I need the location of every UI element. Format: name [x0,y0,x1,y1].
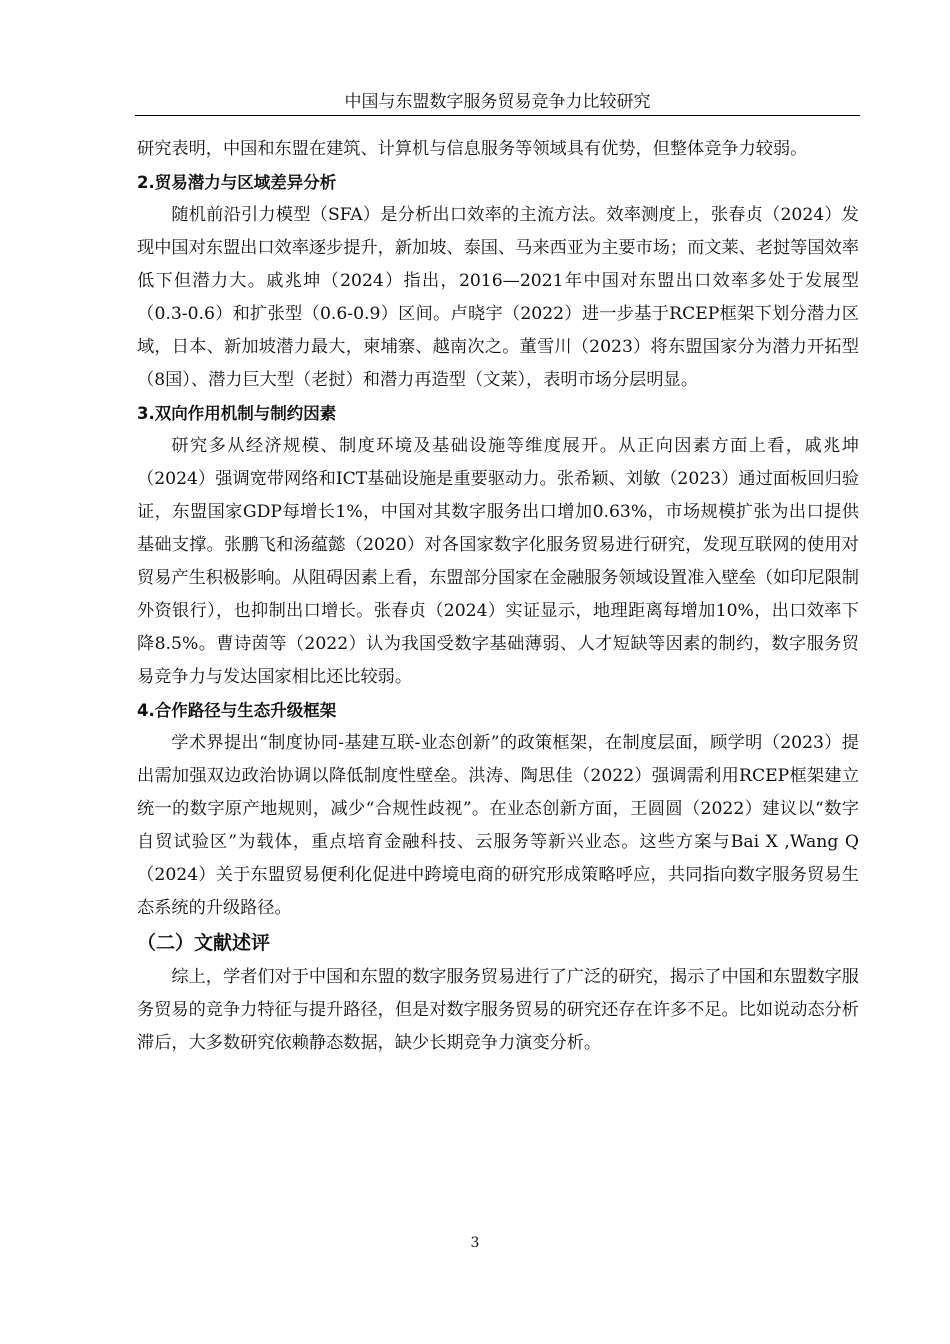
page-number: 3 [470,1235,480,1251]
section-heading-trade-potential: 2.贸易潜力与区域差异分析 [137,173,337,192]
paragraph-mechanism: 研究多从经济规模、制度环境及基础设施等维度展开。从正向因素方面上看，戚兆坤（2024）强调宽带网络和ICT基础设施是重要驱动力。张希颖、刘敏（2023）通过面板回归验证，东盟国家GDP每增长1%，中国对其数字服务出口增加0.63%，市场规模扩张为出口提供基础支撑。张鹏飞和汤蕴懿（2020）对各国家数字化服务贸易进行研究，发现互联网的使用对贸易产生积极影响。从阻碍因素上看，东盟部分国家在金融服务领域设置准入壁垒（如印尼限制外资银行），也抑制出口增长。张春贞（2024）实证显示，地理距离每增加10%，出口效率下降8.5%。曹诗茵等（2022）认为我国受数字基础薄弱、人才短缺等因素的制约，数字服务贸易竞争力与发达国家相比还比较弱。 [137,436,859,687]
paragraph-literature-review: 综上，学者们对于中国和东盟的数字服务贸易进行了广泛的研究，揭示了中国和东盟数字服务贸易的竞争力特征与提升路径，但是对数字服务贸易的研究还存在许多不足。比如说动态分析滞后，大多数研究依赖静态数据，缺少长期竞争力演变分析。 [137,967,859,1053]
paragraph-trade-potential: 随机前沿引力模型（SFA）是分析出口效率的主流方法。效率测度上，张春贞（2024）发现中国对东盟出口效率逐步提升，新加坡、泰国、马来西亚为主要市场；而文莱、老挝等国效率低下但潜力大。戚兆坤（2024）指出，2016—2021年中国对东盟出口效率多处于发展型（0.3-0.6）和扩张型（0.6-0.9）区间。卢晓宇（2022）进一步基于RCEP框架下划分潜力区域，日本、新加坡潜力最大，柬埔寨、越南次之。董雪川（2023）将东盟国家分为潜力开拓型（8国）、潜力巨大型（老挝）和潜力再造型（文莱），表明市场分层明显。 [137,205,859,390]
section-heading-literature-review: （二）文献述评 [137,932,271,954]
section-heading-cooperation: 4.合作路径与生态升级框架 [137,701,337,720]
running-header: 中国与东盟数字服务贸易竞争力比较研究 [344,92,651,112]
section-heading-mechanism: 3.双向作用机制与制约因素 [137,404,337,423]
paragraph-cooperation: 学术界提出“制度协同-基建互联-业态创新”的政策框架，在制度层面，顾学明（2023）提出需加强双边政治协调以降低制度性壁垒。洪涛、陶思佳（2022）强调需利用RCEP框架建立统一的数字原产地规则，减少“合规性歧视”。在业态创新方面，王圆圆（2022）建议以“数字自贸试验区”为载体，重点培育金融科技、云服务等新兴业态。这些方案与Bai X ,Wang Q（2024）关于东盟贸易便利化促进中跨境电商的研究形成策略呼应，共同指向数字服务贸易生态系统的升级路径。 [137,733,859,918]
page-body [137,133,859,1060]
continued-paragraph: 研究表明，中国和东盟在建筑、计算机与信息服务等领域具有优势，但整体竞争力较弱。 [137,139,808,159]
header-divider [135,115,860,116]
